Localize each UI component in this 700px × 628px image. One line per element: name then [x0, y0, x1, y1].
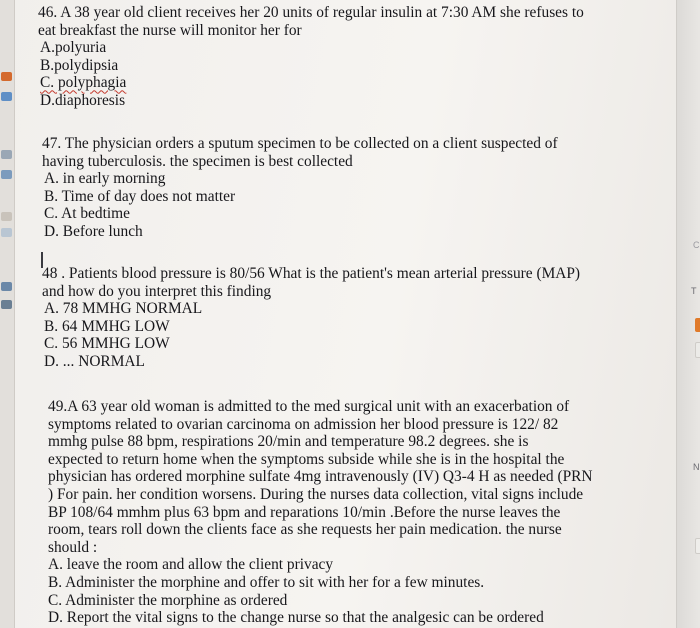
- tab-icon: [695, 538, 700, 554]
- question-stem-line: 46. A 38 year old client receives her 20 units of regular insulin at 7:30 AM she refuses to: [38, 4, 584, 21]
- option-a[interactable]: A. in early morning: [44, 170, 166, 188]
- question-stem-line: BP 108/64 mmhm plus 63 bpm and reparations 10/min .Before the nurse leaves the: [48, 503, 561, 521]
- gray-mark-icon: [1, 228, 12, 237]
- edge-text: N: [693, 462, 700, 472]
- blue-mark-icon: [1, 282, 12, 291]
- question-stem-line: 48 . Patients blood pressure is 80/56 What is the patient's mean arterial pressure (MAP): [42, 265, 581, 282]
- option-d[interactable]: D. ... NORMAL: [44, 352, 145, 370]
- gray-mark-icon: [1, 212, 12, 221]
- option-a[interactable]: A.polyuria: [40, 39, 107, 57]
- option-b[interactable]: B. Administer the morphine and offer to sit with her for a few minutes.: [48, 573, 485, 591]
- option-d[interactable]: D.diaphoresis: [40, 91, 126, 109]
- question-47: [42, 135, 642, 241]
- question-stem-line: physician has ordered morphine sulfate 4mg intravenously (IV) Q3-4 H as needed (PRN: [48, 468, 593, 486]
- orange-tab-icon: [695, 318, 700, 332]
- edge-text: T: [691, 286, 697, 296]
- option-d[interactable]: D. Before lunch: [44, 222, 143, 240]
- option-c[interactable]: C. Administer the morphine as ordered: [48, 591, 288, 609]
- question-stem-line: eat breakfast the nurse will monitor her for: [38, 21, 302, 39]
- option-c[interactable]: C. 56 MMHG LOW: [44, 335, 170, 353]
- edge-text: C: [693, 240, 700, 250]
- question-stem-line: mmhg pulse 88 bpm, respirations 20/min and temperature 98.2 degrees. she is: [48, 433, 529, 451]
- question-46: [38, 4, 668, 110]
- tab-icon: [695, 342, 700, 358]
- option-b[interactable]: B.polydipsia: [40, 56, 119, 74]
- question-49: [48, 398, 658, 627]
- question-stem-line: 49.A 63 year old woman is admitted to the med surgical unit with an exacerbation of: [48, 398, 570, 415]
- option-c[interactable]: C. At bedtime: [44, 205, 130, 223]
- right-edge-strip: [676, 0, 700, 628]
- orange-mark-icon: [1, 72, 12, 81]
- option-c[interactable]: C. polyphagia: [40, 74, 127, 92]
- question-48: [42, 265, 666, 371]
- option-b[interactable]: B. Time of day does not matter: [44, 187, 236, 205]
- option-a[interactable]: A. leave the room and allow the client privacy: [48, 556, 334, 574]
- option-a[interactable]: A. 78 MMHG NORMAL: [44, 300, 203, 318]
- question-stem-line: room, tears roll down the clients face as she requests her pain medication. the nurse: [48, 521, 562, 539]
- question-stem-line: ) For pain. her condition worsens. During the nurses data collection, vital signs include: [48, 485, 584, 503]
- option-b[interactable]: B. 64 MMHG LOW: [44, 317, 170, 335]
- gray-mark-icon: [1, 150, 12, 159]
- blue-mark-icon: [1, 300, 12, 309]
- question-stem-line: expected to return home when the symptoms subside while she is in the hospital the: [48, 450, 565, 468]
- blue-mark-icon: [1, 170, 12, 179]
- question-stem-line: 47. The physician orders a sputum specimen to be collected on a client suspected of: [42, 135, 558, 152]
- question-stem-line: and how do you interpret this finding: [42, 282, 272, 300]
- option-d[interactable]: D. Report the vital signs to the change nurse so that the analgesic can be ordered: [48, 609, 544, 627]
- question-stem-line: having tuberculosis. the specimen is best collected: [42, 152, 353, 170]
- question-stem-line: symptoms related to ovarian carcinoma on admission her blood pressure is 122/ 82: [48, 415, 559, 433]
- left-edge-strip: [0, 0, 15, 628]
- blue-mark-icon: [1, 92, 12, 101]
- question-stem-line: should :: [48, 538, 98, 556]
